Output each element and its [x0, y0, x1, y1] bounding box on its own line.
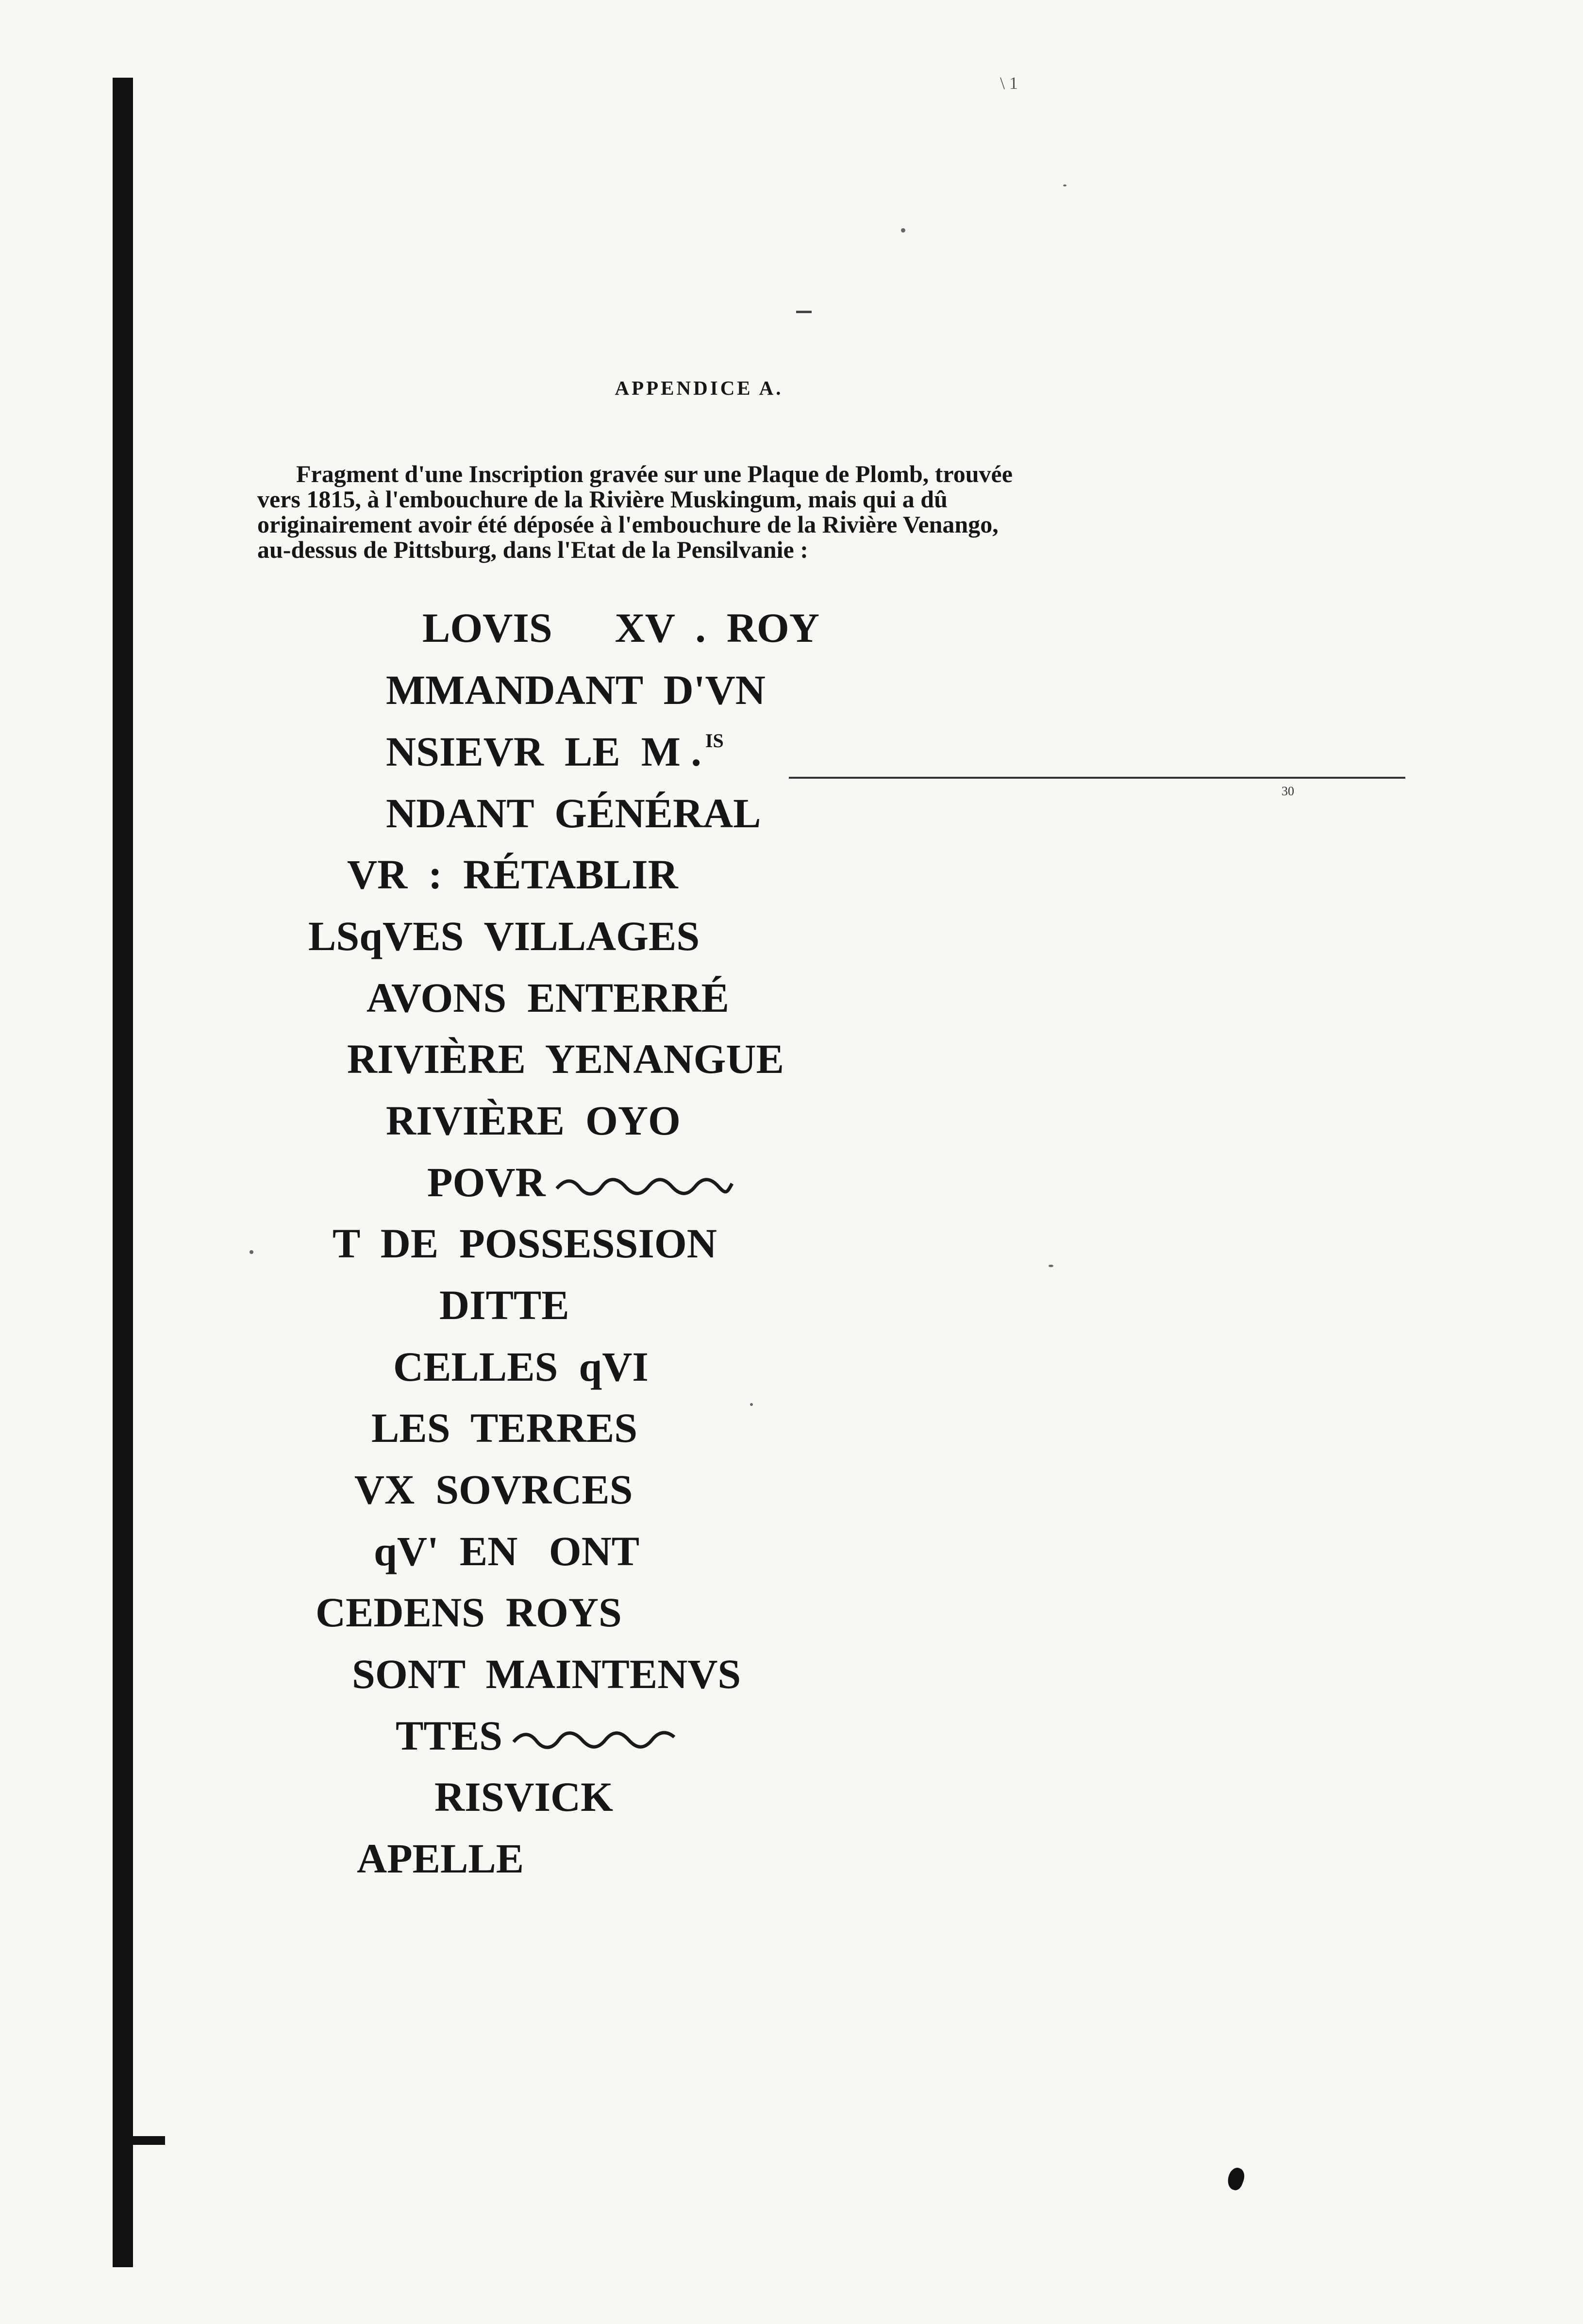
intro-line: originairement avoir été déposée à l'embouchure de la Rivière Venango, — [257, 511, 999, 538]
inscription-line: LSqVES VILLAGES — [308, 913, 700, 959]
superscript: IS — [705, 730, 724, 752]
inscription-line: LES TERRES — [371, 1404, 638, 1451]
speck — [901, 228, 905, 233]
inscription-line: qV' EN ONT — [374, 1528, 640, 1574]
page-mark: \ 1 — [1000, 73, 1018, 93]
inscription-line-with-superscript — [386, 728, 724, 775]
inscription-line: NDANT GÉNÉRAL — [386, 790, 761, 836]
speck — [1049, 1265, 1053, 1267]
inscription-line: SONT MAINTENVS — [352, 1651, 741, 1697]
speck — [250, 1250, 253, 1254]
dashed-rule — [789, 777, 1405, 779]
inscription-line: RIVIÈRE YENANGUE — [347, 1036, 784, 1082]
inscription-line: CELLES qVI — [393, 1343, 649, 1390]
inscription-text: POVR — [427, 1159, 546, 1205]
footnote-mark: 30 — [1282, 784, 1294, 798]
intro-line: Fragment d'une Inscription gravée sur une Plaque de Plomb, trouvée — [296, 460, 1013, 487]
intro-paragraph — [257, 461, 1184, 562]
inscription-line: VR : RÉTABLIR — [347, 851, 678, 898]
inscription-line: AVONS ENTERRÉ — [367, 974, 729, 1021]
appendix-heading: APPENDICE A. — [615, 377, 783, 399]
inscription-line: APELLE — [357, 1835, 524, 1882]
inscription-line: VX SOVRCES — [354, 1466, 633, 1513]
inscription-text: NSIEVR LE M . — [386, 728, 701, 775]
binding-edge — [113, 78, 133, 2267]
inscription-text: TTES — [396, 1712, 502, 1759]
inscription-line: DITTE — [439, 1282, 569, 1328]
inscription-line: T DE POSSESSION — [333, 1220, 717, 1267]
dash-mark — [796, 311, 812, 313]
intro-line: au-dessus de Pittsburg, dans l'Etat de la Pensilvanie : — [257, 536, 808, 563]
lacuna-squiggle-icon — [554, 1177, 734, 1196]
inscription-line: CEDENS ROYS — [316, 1589, 622, 1636]
inscription-line: MMANDANT D'VN — [386, 667, 766, 713]
inscription-line: RISVICK — [434, 1773, 613, 1820]
inscription-line: LOVIS XV . ROY — [422, 604, 819, 651]
inscription-line: RIVIÈRE OYO — [386, 1097, 681, 1144]
lacuna-squiggle-icon — [511, 1730, 676, 1750]
inscription-line-with-break — [427, 1161, 734, 1203]
speck — [1063, 184, 1066, 186]
binding-notch — [131, 2136, 165, 2145]
ink-blot — [1225, 2166, 1247, 2192]
speck — [750, 1403, 753, 1406]
inscription-line-with-break — [396, 1712, 676, 1759]
intro-line: vers 1815, à l'embouchure de la Rivière Muskingum, mais qui a dû — [257, 485, 948, 513]
